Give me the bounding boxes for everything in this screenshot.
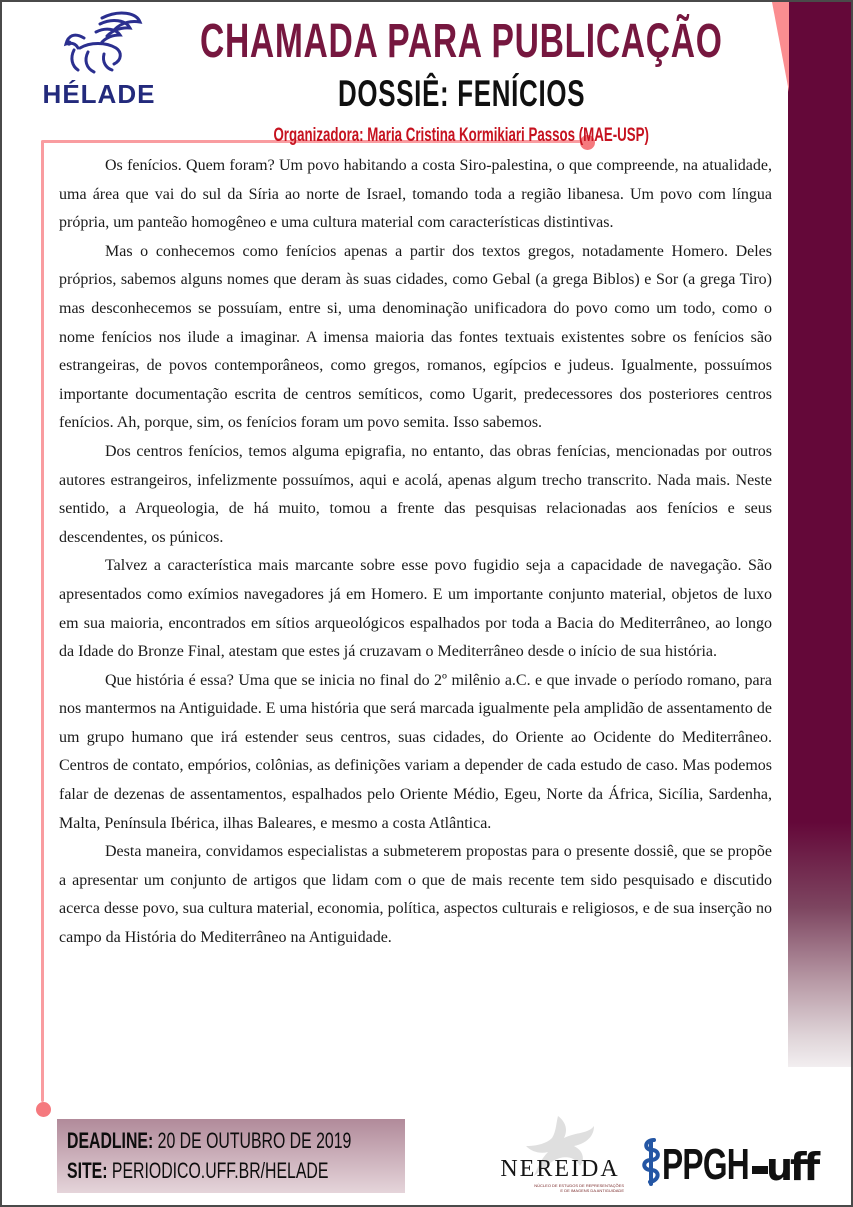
body-paragraph: Que história é essa? Uma que se inicia no final do 2º milênio a.C. e que invade o período romano, para nos mantermos na Antiguidade. E uma história que será marcada igualmente pela amplidão de assentamento de um grupo humano que irá estender seus centros, suas cidades, do Oriente ao Ocidente do Mediterrâneo. Centros de contato, empórios, colônias, as definições variam a depender de cada estudo de caso. Mas podemos falar de dezenas de assentamentos, espalhados pelo Oriente Médio, Egeu, Norte da África, Sicília, Sardenha, Malta, Península Ibérica, ilhas Baleares, e mesmo a costa Atlântica. [59, 671, 772, 832]
nereida-wordmark: NEREIDA [500, 1156, 620, 1182]
site-label: SITE: [67, 1158, 108, 1183]
dossier-subtitle: DOSSIÊ: FENÍCIOS [337, 73, 586, 114]
maroon-sidebar [788, 2, 853, 1067]
body-paragraph: Dos centros fenícios, temos alguma epigrafia, no entanto, das obras fenícias, mencionadas por outros autores estrangeiros, infelizmente possuímos, aqui e acolá, apenas algum trecho transcrito. Nada mais. Neste sentido, a Arqueologia, de há muito, tomou a frente das pesquisas relacionadas aos fenícios e seus descendentes, os púnicos. [59, 442, 772, 546]
organizer-line: Organizadora: Maria Cristina Kormikiari Passos (MAE-USP) [273, 125, 650, 146]
body-paragraph: Desta maneira, convidamos especialistas a submeterem propostas para o presente dossiê, que se propõe a apresentar um conjunto de artigos que lidam com o que de mais recente tem sido pesquisado e discutido acerca desse povo, sua cultura material, economia, política, aspectos culturais e religiosos, e de sua inserção no campo da História do Mediterrâneo na Antiguidade. [59, 843, 772, 947]
ppgh-caduceus-icon [640, 1136, 662, 1193]
uff-wordmark: uff [766, 1145, 818, 1189]
deadline-line [67, 1126, 395, 1156]
header [72, 15, 851, 146]
site-line [67, 1156, 395, 1186]
nereida-logo [490, 1122, 630, 1193]
body-paragraph: Os fenícios. Quem foram? Um povo habitando a costa Siro-palestina, o que compreende, na atualidade, uma área que vai do sul da Síria ao norte de Israel, tomando toda a região libanesa. Um povo com língua própria, um panteão homogêneo e uma cultura material com características distintivas. [59, 157, 772, 232]
nereida-caption: NÚCLEO DE ESTUDOS DE REPRESENTAÇÕES E DE IMAGENS DA ANTIGUIDADE [534, 1183, 624, 1193]
deadline-label: DEADLINE: [67, 1128, 154, 1153]
frame-dot-bottom [36, 1102, 51, 1117]
page-title: CHAMADA PARA PUBLICAÇÃO [200, 15, 723, 68]
deadline-site-box [57, 1119, 405, 1193]
ppgh-wordmark: PPGH [662, 1139, 749, 1189]
deadline-value: 20 DE OUTUBRO DE 2019 [157, 1128, 352, 1153]
uff-logo [752, 1145, 818, 1189]
frame-line-left [41, 140, 44, 1102]
body-paragraph: Mas o conhecemos como fenícios apenas a partir dos textos gregos, notadamente Homero. Deles próprios, sabemos alguns nomes que deram às suas cidades, como Gebal (a grega Biblos) e Sor (a grega Tiro) mas desconhecemos se possuíam, entre si, uma denominação unificadora do povo como um todo, como o nome fenícios nos ilude a imaginar. A imensa maioria das fontes textuais existentes sobre os fenícios são estrangeiras, de povos contemporâneos, como gregos, romanos, egípcios e judeus. Igualmente, possuímos importante documentação escrita de centros semíticos, como Ugarit, predecessores dos posteriores centros fenícios. Ah, porque, sim, os fenícios foram um povo semita. Isso sabemos. [59, 242, 772, 432]
body-text [59, 152, 772, 1100]
site-value: PERIODICO.UFF.BR/HELADE [111, 1158, 329, 1183]
partner-logos [490, 1114, 820, 1198]
body-paragraph: Talvez a característica mais marcante sobre esse povo fugidio seja a capacidade de navegação. São apresentados como exímios navegadores já em Homero. E um importante conjunto material, objetos de luxo em sua maioria, encontrados em sítios arqueológicos espalhados por toda a Bacia do Mediterrâneo, ao longo da Idade do Bronze Final, atestam que estes já cruzavam o Mediterrâneo desde o início de sua história. [59, 557, 772, 661]
helade-wordmark: HÉLADE [42, 79, 156, 109]
